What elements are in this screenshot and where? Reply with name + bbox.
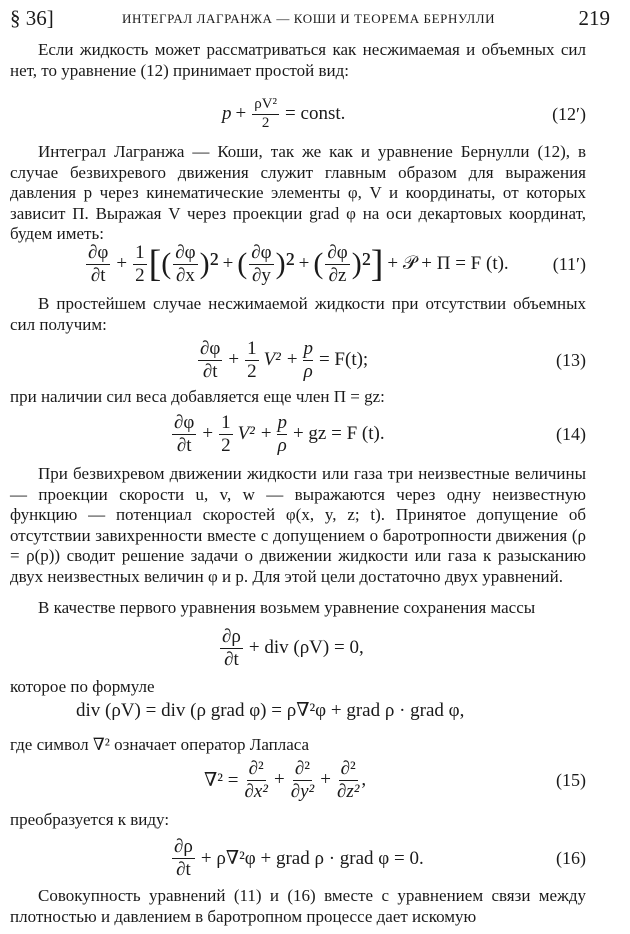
eq-13-v-squared: V² +	[263, 349, 299, 370]
section-number: § 36]	[10, 6, 54, 30]
equation-12-prime	[0, 90, 630, 138]
frac-den: ρ	[277, 434, 287, 456]
frac-num: 1	[221, 411, 231, 433]
frac-num: ∂ρ	[222, 625, 241, 647]
frac-num: ∂φ	[175, 241, 196, 263]
frac-num: ∂φ	[251, 241, 272, 263]
eq-12p-rhs: = const.	[285, 103, 346, 124]
plus-sign: +	[273, 769, 285, 790]
page-number: 219	[578, 6, 610, 30]
eq-14-half	[219, 412, 233, 457]
right-paren-squared: )²	[199, 247, 219, 280]
equation-number: (12′)	[552, 104, 586, 124]
running-title: ИНТЕГРАЛ ЛАГРАНЖА — КОШИ И ТЕОРЕМА БЕРНУЛЛИ	[122, 11, 496, 26]
eq-15-comma: ,	[361, 769, 367, 790]
eq-11p-dphi-dy	[249, 242, 273, 287]
paragraph-7: которое по формуле	[10, 677, 155, 696]
frac-num: ∂ρ	[174, 835, 193, 857]
paragraph-5: При безвихревом движении жидкости или газа три неизвестные величины — проекции скорости u, v, w — выражаются через одну неизвестную функцию — потенциал скоростей φ(x, y, z; t). Принятое допущение об отсутствии завихренности вместе с допущением о баротропности движения (ρ = ρ(p)) сводит решение задачи о движении жидкости или газа к разысканию двух неизвестных величин φ и p. Для этой цели достаточно двух уравнений.	[10, 464, 586, 586]
eq-11p-dphi-dt	[86, 242, 110, 287]
right-paren-squared: )²	[351, 247, 371, 280]
frac-num: ∂φ	[174, 411, 195, 433]
frac-den: ∂t	[176, 858, 191, 880]
frac-den: ∂t	[90, 264, 106, 286]
frac-den: ∂x²	[244, 780, 268, 802]
eq-13-rhs: = F(t);	[318, 349, 369, 370]
equation-mass	[0, 624, 630, 672]
equation-11-prime	[0, 240, 630, 288]
frac-num: ∂²	[248, 757, 264, 779]
plus-sign: +	[222, 253, 234, 274]
eq-16-rhs: + ρ∇²φ + grad ρ · grad φ = 0.	[200, 847, 424, 869]
eq-12p-plus: +	[235, 103, 247, 124]
paragraph-9: преобразуется к виду:	[10, 810, 170, 829]
frac-num: ∂²	[340, 757, 356, 779]
eq-12p-frac-den: 2	[261, 114, 270, 131]
frac-num: p	[303, 337, 313, 359]
frac-den: ∂y	[252, 264, 271, 286]
frac-den: ∂t	[202, 360, 218, 382]
frac-den: ∂t	[176, 434, 192, 456]
equation-number: (16)	[556, 848, 586, 868]
eq-14-v-squared: V² +	[237, 423, 273, 444]
eq-11p-dphi-dz	[325, 242, 349, 287]
paragraph-8: где символ ∇² означает оператор Лапласа	[10, 735, 310, 754]
equation-13	[0, 336, 630, 384]
frac-num: ∂φ	[327, 241, 348, 263]
eq-12p-fraction	[252, 96, 279, 132]
frac-den: ρ	[303, 360, 313, 382]
frac-den: 2	[221, 434, 231, 456]
frac-den: ∂t	[224, 648, 239, 670]
left-bracket: [	[148, 243, 162, 285]
eq-13-half	[245, 338, 259, 383]
equation-15	[0, 756, 630, 804]
eq-13-p-over-rho	[303, 338, 313, 383]
eq-12p-p: p	[222, 103, 232, 124]
right-bracket: ]	[370, 243, 384, 285]
eq-15-d2-dz2	[337, 758, 359, 803]
frac-num: ∂²	[294, 757, 310, 779]
left-paren: (	[313, 247, 324, 280]
equation-number: (15)	[556, 770, 586, 790]
frac-den: ∂z²	[336, 780, 360, 802]
paragraph-3: В простейшем случае несжимаемой жидкости при отсутствии объемных сил получим:	[10, 294, 586, 334]
frac-num: ∂φ	[200, 337, 221, 359]
plus-sign: +	[228, 349, 240, 370]
right-paren-squared: )²	[275, 247, 295, 280]
frac-den: 2	[247, 360, 257, 382]
frac-num: p	[277, 411, 287, 433]
left-paren: (	[161, 247, 172, 280]
eq-mass-drho-dt	[220, 626, 243, 671]
frac-num: ∂φ	[88, 241, 109, 263]
equation-14	[0, 410, 630, 458]
eq-14-dphi-dt	[172, 412, 196, 457]
frac-den: ∂x	[175, 264, 195, 286]
equation-16	[0, 834, 630, 882]
eq-div-text: div (ρV) = div (ρ grad φ) = ρ∇²φ + grad ρ · grad φ,	[76, 699, 465, 721]
running-header	[10, 6, 610, 30]
paragraph-6: В качестве первого уравнения возьмем уравнение сохранения массы	[38, 598, 536, 617]
frac-num: 1	[135, 241, 145, 263]
eq-12p-frac-num: ρV²	[252, 96, 279, 114]
eq-11p-rest: + 𝒫 + Π = F (t).	[387, 253, 509, 274]
eq-14-p-over-rho	[277, 412, 287, 457]
eq-14-rhs: + gz = F (t).	[292, 423, 385, 444]
paragraph-10: Совокупность уравнений (11) и (16) вместе с уравнением связи между плотностью и давлением в баротропном процессе дает искомую	[10, 886, 586, 926]
frac-den: 2	[135, 264, 145, 286]
eq-15-lhs: ∇² =	[204, 769, 239, 791]
eq-11p-dphi-dx	[173, 242, 197, 287]
equation-div	[0, 690, 630, 730]
eq-11p-half	[133, 242, 147, 287]
eq-15-d2-dy2	[291, 758, 315, 803]
eq-16-drho-dt	[172, 836, 195, 881]
plus-sign: +	[298, 253, 310, 274]
equation-number: (14)	[556, 424, 586, 444]
frac-den: ∂y²	[290, 780, 315, 802]
paragraph-1: Если жидкость может рассматриваться как несжимаемая и объемных сил нет, то уравнение (12) принимает простой вид:	[10, 40, 586, 80]
eq-mass-rhs: + div (ρV) = 0,	[248, 637, 364, 658]
paragraph-2: Интеграл Лагранжа — Коши, так же как и уравнение Бернулли (12), в случае безвихревого движения служит главным образом для выражения давления p через кинематические элементы φ, V и координаты, от которых зависит Π. Выражая V через проекции grad φ на оси декартовых координат, будем иметь:	[10, 142, 586, 244]
equation-number: (11′)	[552, 254, 586, 274]
paragraph-4: при наличии сил веса добавляется еще член Π = gz:	[10, 387, 385, 406]
eq-13-dphi-dt	[198, 338, 222, 383]
plus-sign: +	[320, 769, 331, 790]
left-paren: (	[237, 247, 248, 280]
frac-num: 1	[247, 337, 257, 359]
equation-number: (13)	[556, 350, 586, 370]
plus-sign: +	[202, 423, 214, 444]
frac-den: ∂z	[328, 264, 347, 286]
plus-sign: +	[116, 253, 128, 274]
eq-15-d2-dx2	[244, 758, 268, 803]
